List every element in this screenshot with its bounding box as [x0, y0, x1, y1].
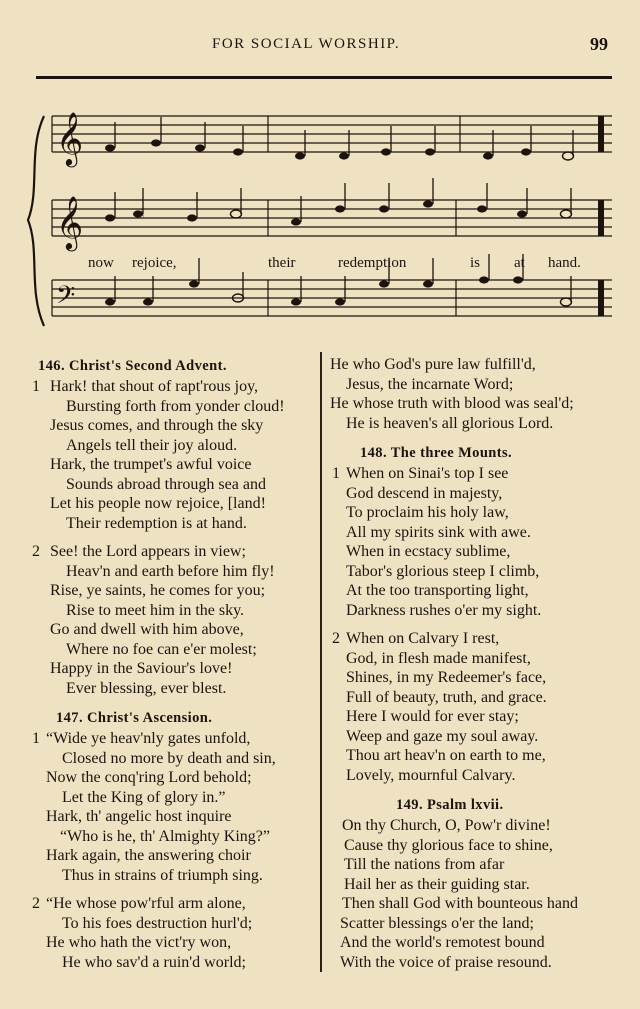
lyric-word: hand.	[548, 255, 581, 271]
verse-line: 1 Hark! that shout of rapt'rous joy,	[32, 378, 259, 395]
lyric-word: their	[268, 255, 296, 271]
verse-line: To proclaim his holy law,	[346, 504, 509, 521]
verse-line: 1 “Wide ye heav'nly gates unfold,	[32, 730, 251, 747]
verse-line: Rise, ye saints, he comes for you;	[50, 582, 266, 599]
verse-line: Where no foe can e'er molest;	[66, 640, 257, 658]
stanza-number: 1	[32, 730, 40, 747]
column-divider	[320, 352, 322, 972]
verse-line: Hail her as their guiding star.	[344, 875, 530, 893]
system-brace	[28, 116, 44, 326]
verse-line: Lovely, mournful Calvary.	[346, 766, 516, 784]
hymn-title: 146. Christ's Second Advent.	[38, 358, 227, 374]
verse-line: Happy in the Saviour's love!	[50, 660, 233, 677]
stanza	[30, 729, 320, 885]
verse-line: Let the King of glory in.”	[62, 788, 226, 806]
header-rule	[36, 76, 612, 79]
verse-line: Hark, the trumpet's awful voice	[50, 456, 252, 473]
stanza-number: 2	[332, 630, 340, 647]
stanza-number: 2	[32, 543, 40, 560]
stanza-number: 1	[332, 465, 340, 482]
verse-line: Sounds abroad through sea and	[66, 475, 266, 493]
treble-clef-2: 𝄞	[56, 195, 84, 249]
verse-line: He who God's pure law fulfill'd,	[330, 356, 536, 373]
lyric-word: rejoice,	[132, 255, 177, 271]
verse-line: Shines, in my Redeemer's face,	[346, 669, 547, 686]
verse-line: 2 When on Calvary I rest,	[332, 630, 500, 647]
right-column	[330, 355, 630, 972]
treble-staff-1	[52, 116, 612, 152]
bass-staff	[52, 280, 612, 316]
stanza-number: 1	[32, 378, 40, 395]
verse-line: Let his people now rejoice, [land!	[50, 495, 266, 512]
verse-line: All my spirits sink with awe.	[346, 523, 531, 541]
verse-line: Angels tell their joy aloud.	[66, 436, 238, 454]
stanza-number: 2	[32, 895, 40, 912]
stanza	[330, 629, 630, 785]
treble-staff-2	[52, 200, 612, 236]
verse-line: 2 “He whose pow'rful arm alone,	[32, 895, 246, 912]
stanza	[30, 894, 320, 972]
verse-line: Jesus comes, and through the sky	[50, 417, 264, 434]
verse-line: Thou art heav'n on earth to me,	[346, 747, 546, 764]
verse-line: At the too transporting light,	[346, 582, 529, 599]
verse-line: Then shall God with bounteous hand	[342, 895, 578, 912]
stanza	[330, 816, 630, 972]
verse-line: Rise to meet him in the sky.	[66, 601, 245, 619]
verse-line: Hark again, the answering choir	[46, 847, 251, 864]
lyric-word: redemption	[338, 255, 407, 271]
hymn-title: 148. The three Mounts.	[360, 445, 513, 461]
verse-line: Their redemption is at hand.	[66, 514, 247, 532]
lyric-word: at	[514, 255, 525, 271]
verse-line: He is heaven's all glorious Lord.	[346, 414, 554, 432]
verse-line: “Who is he, th' Almighty King?”	[60, 827, 270, 845]
music-score	[0, 90, 640, 340]
left-column	[30, 355, 320, 972]
verse-line: Weep and gaze my soul away.	[346, 727, 539, 745]
verse-line: Jesus, the incarnate Word;	[346, 375, 514, 393]
verse-line: With the voice of praise resound.	[340, 953, 552, 971]
bass-clef: 𝄢	[56, 281, 76, 316]
verse-line: Tabor's glorious steep I climb,	[346, 562, 540, 580]
verse-line: Go and dwell with him above,	[50, 621, 244, 638]
page-number: 99	[590, 34, 608, 54]
verse-line: Scatter blessings o'er the land;	[340, 914, 534, 932]
verse-line: Full of beauty, truth, and grace.	[346, 688, 547, 706]
verse-line: God descend in majesty,	[346, 484, 503, 502]
verse-line: And the world's remotest bound	[340, 934, 545, 951]
hymn-title: 147. Christ's Ascension.	[56, 710, 213, 726]
staff-1-notes	[105, 117, 574, 160]
verse-line: Hark, th' angelic host inquire	[46, 808, 232, 825]
verse-line: God, in flesh made manifest,	[346, 649, 531, 667]
verse-line: He whose truth with blood was seal'd;	[330, 395, 574, 412]
running-title: FOR SOCIAL WORSHIP.	[212, 36, 401, 52]
verse-line: Darkness rushes o'er my sight.	[346, 601, 542, 619]
verse-line: Thus in strains of triumph sing.	[62, 866, 263, 884]
stanza	[30, 542, 320, 698]
verse-line: On thy Church, O, Pow'r divine!	[342, 817, 551, 834]
stanza	[30, 377, 320, 533]
verse-line: Bursting forth from yonder cloud!	[66, 397, 285, 415]
verse-line: Closed no more by death and sin,	[62, 749, 276, 767]
stanza	[330, 355, 630, 433]
verse-line: He who hath the vict'ry won,	[46, 934, 232, 951]
verse-line: Till the nations from afar	[344, 856, 505, 873]
verse-line: He who sav'd a ruin'd world;	[62, 953, 246, 971]
lyric-word: now	[88, 255, 114, 271]
lyric-word: is	[470, 255, 481, 271]
stanza	[330, 464, 630, 620]
final-barline	[598, 116, 604, 152]
verse-line: 1 When on Sinai's top I see	[332, 465, 509, 482]
verse-line: To his foes destruction hurl'd;	[62, 914, 253, 932]
verse-line: 2 See! the Lord appears in view;	[32, 543, 246, 560]
verse-line: Here I would for ever stay;	[346, 708, 519, 725]
verse-line: Ever blessing, ever blest.	[66, 679, 227, 697]
treble-clef: 𝄞	[56, 111, 84, 165]
verse-line: Cause thy glorious face to shine,	[344, 836, 553, 854]
verse-line: Now the conq'ring Lord behold;	[46, 769, 252, 786]
verse-line: Heav'n and earth before him fly!	[66, 562, 275, 580]
running-head	[0, 36, 640, 56]
verse-line: When in ecstacy sublime,	[346, 543, 511, 560]
hymn-title: 149. Psalm lxvii.	[396, 797, 504, 813]
svg-text:♮: ♮	[140, 207, 145, 221]
